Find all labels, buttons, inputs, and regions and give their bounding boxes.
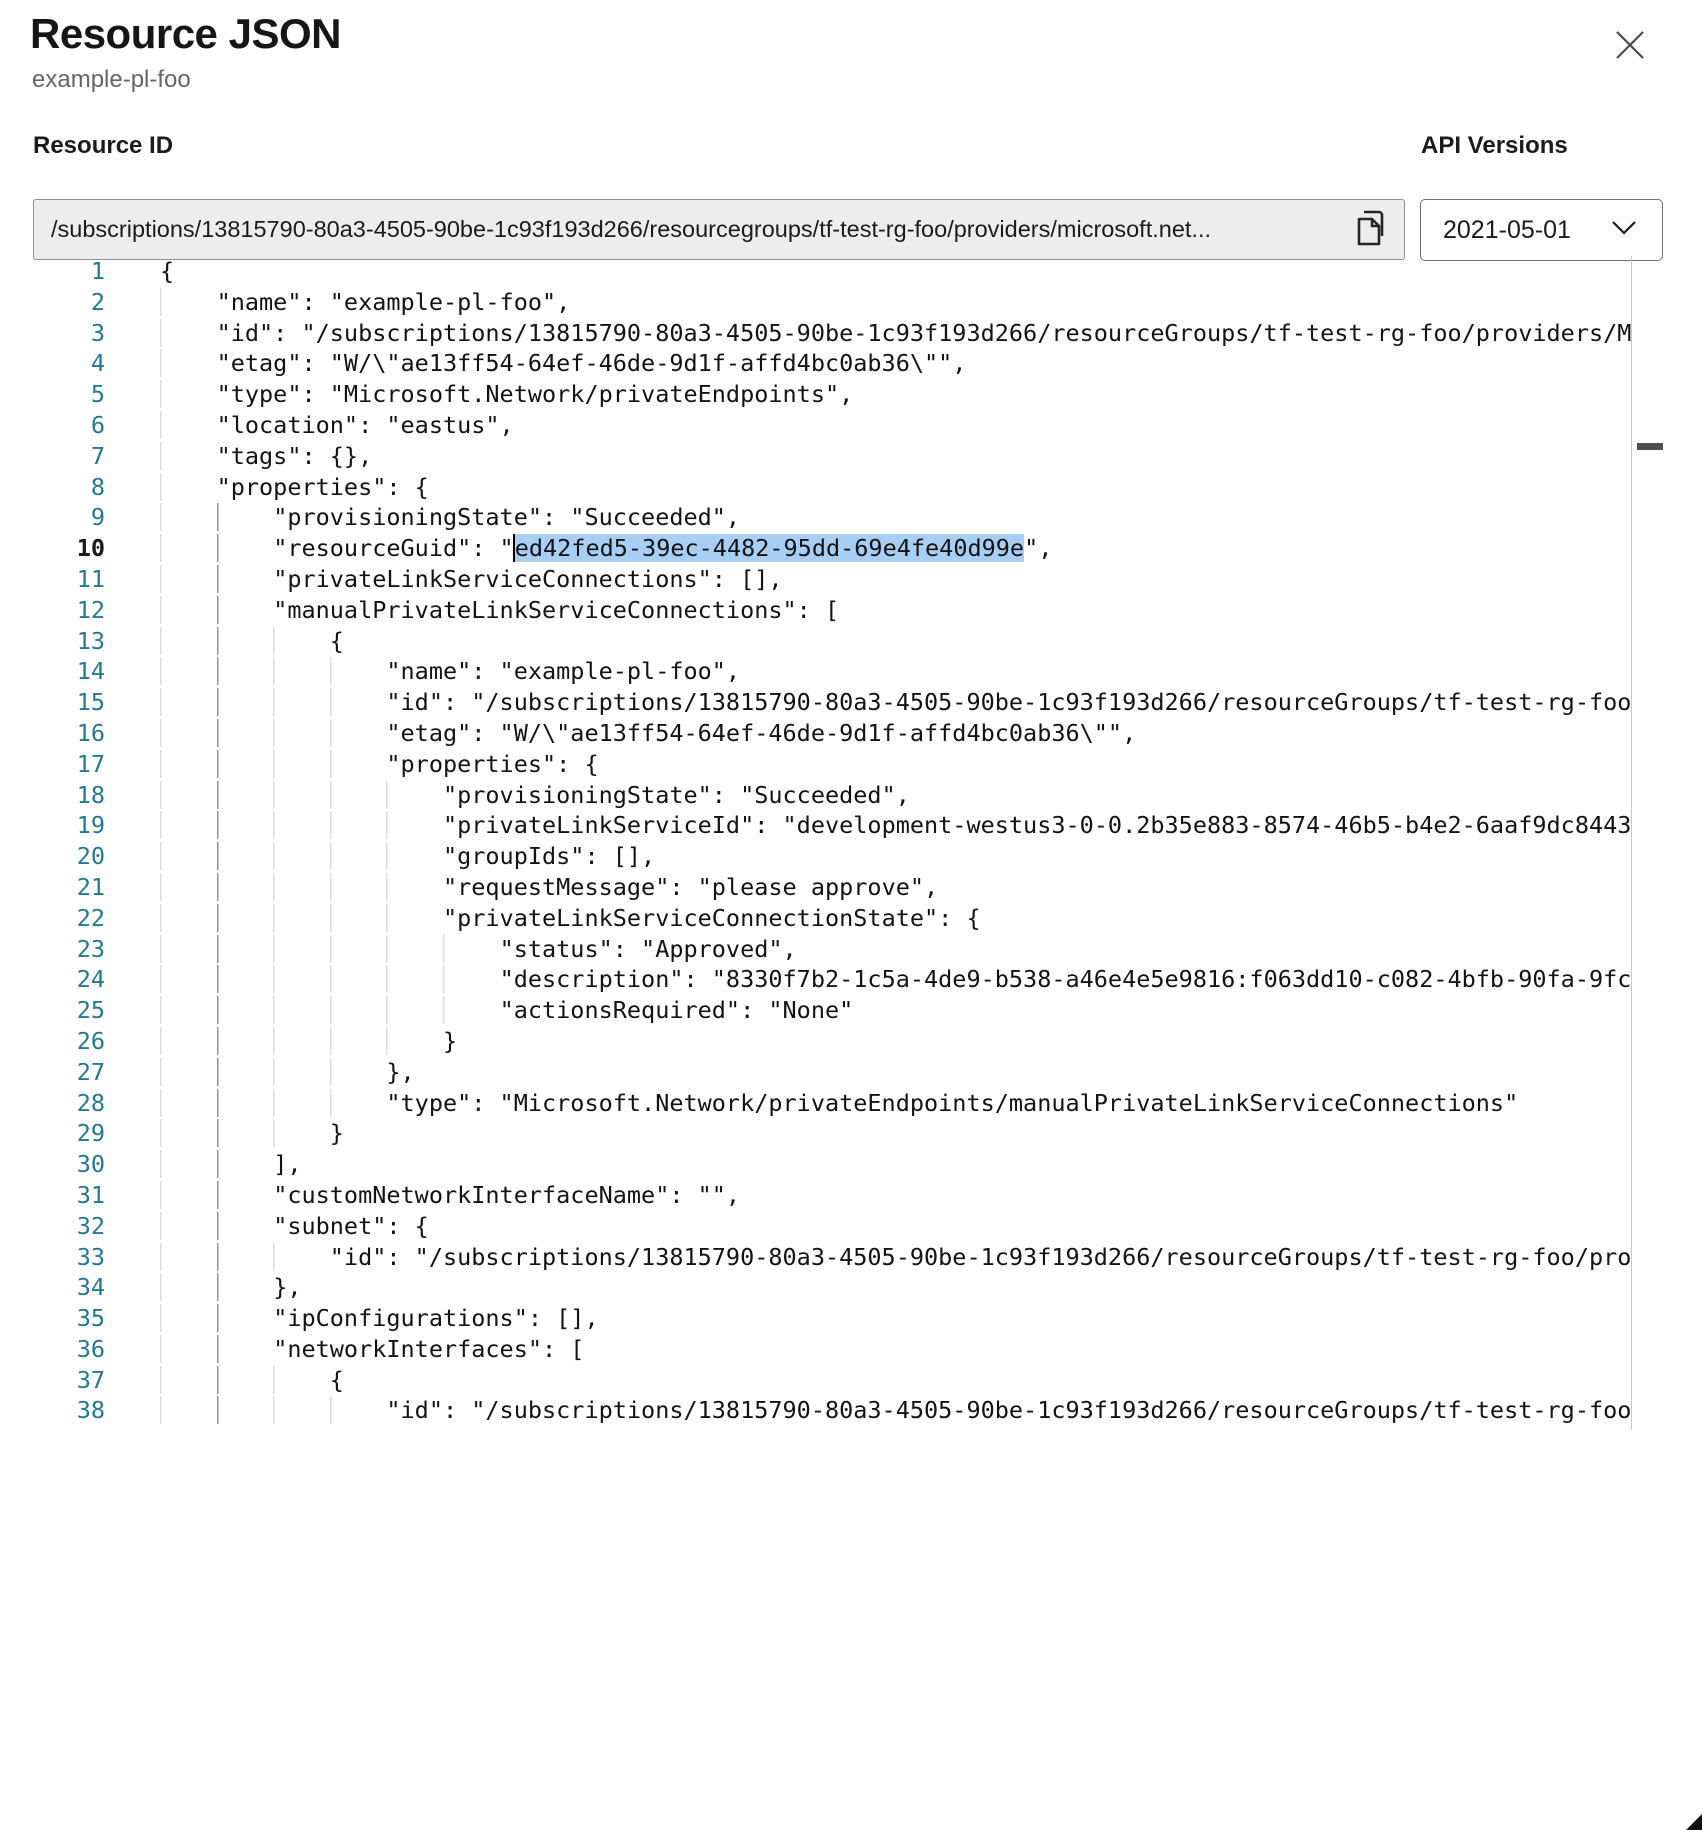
code-text: "tags": {}, <box>105 441 372 472</box>
code-line[interactable] <box>0 841 1631 872</box>
code-line[interactable] <box>0 564 1631 595</box>
selected-text: ed42fed5-39ec-4482-95dd-69e4fe40d99e <box>514 534 1025 563</box>
api-version-value: 2021-05-01 <box>1443 215 1571 244</box>
line-number: 18 <box>76 780 105 809</box>
active-indent-guide <box>217 811 274 839</box>
active-indent-guide <box>217 1089 274 1117</box>
code-text: "groupIds": [], <box>105 841 655 872</box>
indent-guide <box>386 904 443 932</box>
line-number: 36 <box>76 1334 105 1363</box>
code-line[interactable] <box>0 626 1631 657</box>
overview-ruler-selection-marker <box>1637 443 1663 450</box>
code-line[interactable] <box>0 595 1631 626</box>
code-line[interactable] <box>0 872 1631 903</box>
code-text: "subnet": { <box>105 1211 429 1242</box>
resource-id-value: /subscriptions/13815790-80a3-4505-90be-1c93f193d266/resourcegroups/tf-test-rg-foo/providers/microsoft.net... <box>51 216 1212 242</box>
indent-guide <box>160 442 217 470</box>
line-number: 11 <box>76 564 105 593</box>
line-number: 5 <box>90 380 105 409</box>
indent-guide <box>273 1027 330 1055</box>
active-indent-guide <box>217 1304 274 1332</box>
code-text: "id": "/subscriptions/13815790-80a3-4505-90be-1c93f193d266/resourceGroups/tf-test-rg-foo/providers/M <box>105 318 1631 349</box>
line-number: 35 <box>76 1304 105 1333</box>
line-number: 31 <box>76 1180 105 1209</box>
indent-guide <box>160 904 217 932</box>
active-indent-guide <box>217 627 274 655</box>
code-line[interactable] <box>0 472 1631 503</box>
line-number: 14 <box>76 657 105 686</box>
code-line[interactable] <box>0 964 1631 995</box>
code-text: "id": "/subscriptions/13815790-80a3-4505-90be-1c93f193d266/resourceGroups/tf-test-rg-foo <box>105 1395 1631 1426</box>
indent-guide <box>273 1366 330 1394</box>
indent-guide <box>273 904 330 932</box>
code-text: "description": "8330f7b2-1c5a-4de9-b538-a46e4e5e9816:f063dd10-c082-4bfb-90fa-9fc <box>105 964 1631 995</box>
line-number: 29 <box>76 1119 105 1148</box>
code-line[interactable] <box>0 318 1631 349</box>
code-text: "properties": { <box>105 472 429 503</box>
line-number: 4 <box>90 349 105 378</box>
line-number: 3 <box>90 318 105 347</box>
code-line[interactable] <box>0 1057 1631 1088</box>
indent-guide <box>160 750 217 778</box>
active-indent-guide <box>217 1119 274 1147</box>
code-line[interactable] <box>0 656 1631 687</box>
indent-guide <box>160 781 217 809</box>
indent-guide <box>160 534 217 562</box>
line-number: 2 <box>90 287 105 316</box>
code-text: "customNetworkInterfaceName": "", <box>105 1180 740 1211</box>
active-indent-guide <box>217 1150 274 1178</box>
code-text: "status": "Approved", <box>105 934 797 965</box>
code-line[interactable] <box>0 995 1631 1026</box>
indent-guide <box>160 319 217 347</box>
code-line[interactable] <box>0 1118 1631 1149</box>
line-number: 12 <box>76 595 105 624</box>
code-line[interactable] <box>0 903 1631 934</box>
code-text: "networkInterfaces": [ <box>105 1334 584 1365</box>
indent-guide <box>160 688 217 716</box>
indent-guide <box>330 935 387 963</box>
indent-guide <box>160 1243 217 1271</box>
line-number: 25 <box>76 996 105 1025</box>
indent-guide <box>330 719 387 747</box>
line-number: 15 <box>76 688 105 717</box>
indent-guide <box>386 873 443 901</box>
line-number: 21 <box>76 872 105 901</box>
code-line[interactable] <box>0 1272 1631 1303</box>
indent-guide <box>330 965 387 993</box>
indent-guide <box>386 842 443 870</box>
indent-guide <box>273 657 330 685</box>
indent-guide <box>273 1396 330 1424</box>
indent-guide <box>160 1119 217 1147</box>
code-line[interactable] <box>0 1334 1631 1365</box>
resource-id-input[interactable] <box>33 199 1405 260</box>
line-number: 32 <box>76 1211 105 1240</box>
code-text: "id": "/subscriptions/13815790-80a3-4505-90be-1c93f193d266/resourceGroups/tf-test-rg-foo <box>105 687 1631 718</box>
line-number: 8 <box>90 472 105 501</box>
line-number: 26 <box>76 1026 105 1055</box>
line-number: 23 <box>76 934 105 963</box>
line-number: 9 <box>90 503 105 532</box>
indent-guide <box>160 935 217 963</box>
active-indent-guide <box>217 996 274 1024</box>
indent-guide <box>330 688 387 716</box>
code-line[interactable] <box>0 687 1631 718</box>
indent-guide <box>330 904 387 932</box>
indent-guide <box>273 935 330 963</box>
indent-guide <box>330 1058 387 1086</box>
code-text: "resourceGuid": "ed42fed5-39ec-4482-95dd-69e4fe40d99e", <box>105 533 1052 564</box>
indent-guide <box>330 873 387 901</box>
active-indent-guide <box>217 1058 274 1086</box>
code-text: ], <box>105 1149 301 1180</box>
indent-guide <box>330 1396 387 1424</box>
indent-guide <box>386 935 443 963</box>
active-indent-guide <box>217 1243 274 1271</box>
editor-scrollbar[interactable] <box>1631 256 1632 1430</box>
active-indent-guide <box>217 842 274 870</box>
indent-guide <box>330 1089 387 1117</box>
line-number: 7 <box>90 441 105 470</box>
code-text: "privateLinkServiceConnectionState": { <box>105 903 981 934</box>
code-line[interactable] <box>0 749 1631 780</box>
code-line[interactable] <box>0 1365 1631 1396</box>
indent-guide <box>330 996 387 1024</box>
indent-guide <box>160 1212 217 1240</box>
indent-guide <box>330 750 387 778</box>
code-text: "provisioningState": "Succeeded", <box>105 502 740 533</box>
code-line[interactable] <box>0 1303 1631 1334</box>
api-versions-label: API Versions <box>1421 132 1568 159</box>
indent-guide <box>160 565 217 593</box>
indent-guide <box>273 996 330 1024</box>
indent-guide <box>386 781 443 809</box>
code-text: "manualPrivateLinkServiceConnections": [ <box>105 595 839 626</box>
code-text: { <box>105 1365 344 1396</box>
code-text: } <box>105 1118 344 1149</box>
indent-guide <box>160 965 217 993</box>
indent-guide <box>443 935 500 963</box>
code-line[interactable] <box>0 1026 1631 1057</box>
indent-guide <box>330 842 387 870</box>
indent-guide <box>273 719 330 747</box>
active-indent-guide <box>217 534 274 562</box>
resource-id-label: Resource ID <box>33 132 174 159</box>
code-text: "ipConfigurations": [], <box>105 1303 599 1334</box>
indent-guide <box>160 996 217 1024</box>
active-indent-guide <box>217 873 274 901</box>
line-number: 30 <box>76 1150 105 1179</box>
indent-guide <box>443 996 500 1024</box>
line-number: 19 <box>76 811 105 840</box>
active-indent-guide <box>217 1027 274 1055</box>
line-number: 1 <box>90 257 105 285</box>
active-indent-guide <box>217 565 274 593</box>
code-text: "properties": { <box>105 749 599 780</box>
active-indent-guide <box>217 935 274 963</box>
indent-guide <box>160 1366 217 1394</box>
line-number: 17 <box>76 749 105 778</box>
indent-guide <box>160 349 217 377</box>
code-line[interactable] <box>0 1242 1631 1273</box>
line-number: 27 <box>76 1057 105 1086</box>
indent-guide <box>386 965 443 993</box>
active-indent-guide <box>217 719 274 747</box>
indent-guide <box>273 1119 330 1147</box>
code-line[interactable] <box>0 441 1631 472</box>
active-indent-guide <box>217 1273 274 1301</box>
close-icon <box>1613 50 1647 65</box>
indent-guide <box>160 1089 217 1117</box>
code-text: }, <box>105 1057 415 1088</box>
indent-guide <box>160 288 217 316</box>
indent-guide <box>273 688 330 716</box>
indent-guide <box>160 719 217 747</box>
active-indent-guide <box>217 657 274 685</box>
code-line[interactable] <box>0 810 1631 841</box>
line-number: 13 <box>76 626 105 655</box>
resize-corner-icon <box>1686 1814 1702 1830</box>
code-text: "name": "example-pl-foo", <box>105 287 570 318</box>
active-indent-guide <box>217 1396 274 1424</box>
code-line[interactable] <box>0 533 1631 564</box>
code-text: "actionsRequired": "None" <box>105 995 853 1026</box>
line-number: 28 <box>76 1088 105 1117</box>
indent-guide <box>160 1396 217 1424</box>
code-line[interactable] <box>0 1149 1631 1180</box>
active-indent-guide <box>217 904 274 932</box>
indent-guide <box>160 842 217 870</box>
code-text: "requestMessage": "please approve", <box>105 872 938 903</box>
active-indent-guide <box>217 503 274 531</box>
indent-guide <box>330 1027 387 1055</box>
indent-guide <box>160 1150 217 1178</box>
line-number: 22 <box>76 903 105 932</box>
code-text: "privateLinkServiceId": "development-westus3-0-0.2b35e883-8574-46b5-b4e2-6aaf9dc8443 <box>105 810 1631 841</box>
code-text: "etag": "W/\"ae13ff54-64ef-46de-9d1f-affd4bc0ab36\"", <box>105 718 1136 749</box>
indent-guide <box>160 873 217 901</box>
code-line[interactable] <box>0 502 1631 533</box>
line-number: 38 <box>76 1396 105 1425</box>
code-line[interactable] <box>0 934 1631 965</box>
indent-guide <box>273 750 330 778</box>
indent-guide <box>160 657 217 685</box>
code-line[interactable] <box>0 348 1631 379</box>
code-line[interactable] <box>0 780 1631 811</box>
line-number: 10 <box>76 534 105 563</box>
code-text: } <box>105 1026 457 1057</box>
code-text: "location": "eastus", <box>105 410 514 441</box>
indent-guide <box>273 1058 330 1086</box>
code-text: { <box>160 257 175 285</box>
indent-guide <box>330 781 387 809</box>
indent-guide <box>273 965 330 993</box>
page-title: Resource JSON <box>30 10 341 57</box>
chevron-down-icon <box>1608 217 1640 244</box>
indent-guide <box>386 996 443 1024</box>
code-text: "privateLinkServiceConnections": [], <box>105 564 783 595</box>
code-line[interactable] <box>0 410 1631 441</box>
indent-guide <box>160 411 217 439</box>
active-indent-guide <box>217 1181 274 1209</box>
line-number: 6 <box>90 410 105 439</box>
indent-guide <box>160 380 217 408</box>
active-indent-guide <box>217 1366 274 1394</box>
indent-guide <box>160 596 217 624</box>
indent-guide <box>273 627 330 655</box>
indent-guide <box>160 811 217 839</box>
indent-guide <box>273 842 330 870</box>
indent-guide <box>160 1027 217 1055</box>
code-text: "provisioningState": "Succeeded", <box>105 780 910 811</box>
active-indent-guide <box>217 750 274 778</box>
code-line[interactable] <box>0 718 1631 749</box>
active-indent-guide <box>217 688 274 716</box>
code-line[interactable] <box>0 1088 1631 1119</box>
indent-guide <box>273 1243 330 1271</box>
code-line[interactable] <box>0 1395 1631 1426</box>
code-line[interactable] <box>0 287 1631 318</box>
code-text: "etag": "W/\"ae13ff54-64ef-46de-9d1f-affd4bc0ab36\"", <box>105 348 966 379</box>
code-text: }, <box>105 1272 301 1303</box>
line-number: 33 <box>76 1242 105 1271</box>
code-line[interactable] <box>0 379 1631 410</box>
code-line[interactable] <box>0 1180 1631 1211</box>
active-indent-guide <box>217 781 274 809</box>
indent-guide <box>160 1058 217 1086</box>
indent-guide <box>273 873 330 901</box>
code-text: "type": "Microsoft.Network/privateEndpoints", <box>105 379 853 410</box>
line-number: 34 <box>76 1273 105 1302</box>
code-line[interactable] <box>0 1211 1631 1242</box>
indent-guide <box>386 811 443 839</box>
indent-guide <box>160 473 217 501</box>
code-text: "type": "Microsoft.Network/privateEndpoints/manualPrivateLinkServiceConnections" <box>105 1088 1518 1119</box>
copy-button[interactable] <box>1348 206 1394 254</box>
close-button[interactable] <box>1608 24 1652 68</box>
code-line[interactable] <box>0 256 1631 287</box>
code-text: "name": "example-pl-foo", <box>105 656 740 687</box>
indent-guide <box>273 811 330 839</box>
json-editor[interactable] <box>0 256 1631 1430</box>
active-indent-guide <box>217 1212 274 1240</box>
active-indent-guide <box>217 1335 274 1363</box>
indent-guide <box>160 627 217 655</box>
indent-guide <box>386 1027 443 1055</box>
indent-guide <box>330 657 387 685</box>
indent-guide <box>443 965 500 993</box>
copy-icon <box>1351 205 1391 254</box>
indent-guide <box>273 781 330 809</box>
indent-guide <box>160 503 217 531</box>
indent-guide <box>160 1304 217 1332</box>
line-number: 24 <box>76 965 105 994</box>
active-indent-guide <box>217 596 274 624</box>
indent-guide <box>273 1089 330 1117</box>
indent-guide <box>160 1273 217 1301</box>
indent-guide <box>160 1181 217 1209</box>
code-text: { <box>105 626 344 657</box>
resource-name-subtitle: example-pl-foo <box>32 66 191 93</box>
code-text: "id": "/subscriptions/13815790-80a3-4505-90be-1c93f193d266/resourceGroups/tf-test-rg-foo/pro <box>105 1242 1631 1273</box>
api-version-select[interactable] <box>1420 199 1663 261</box>
line-number: 37 <box>76 1365 105 1394</box>
indent-guide <box>330 811 387 839</box>
line-number: 16 <box>76 718 105 747</box>
active-indent-guide <box>217 965 274 993</box>
indent-guide <box>160 1335 217 1363</box>
line-number: 20 <box>76 842 105 871</box>
